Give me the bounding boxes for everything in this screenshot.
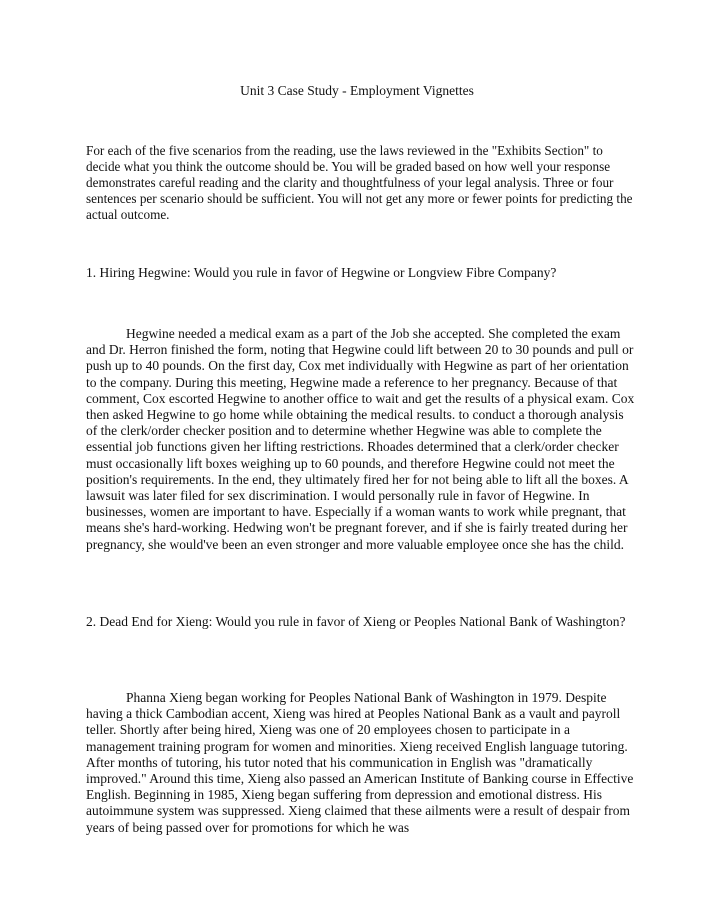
question-2: 2. Dead End for Xieng: Would you rule in favor of Xieng or Peoples National Bank of Washington? [86,614,626,629]
answer-2-paragraph: Phanna Xieng began working for Peoples National Bank of Washington in 1979. Despite having a thick Cambodian accent, Xieng was hired at Peoples National Bank as a vault and payroll teller. Shortly after being hired, Xieng was one of 20 employees chosen to participate in a management training program for women and minorities. Xieng received English language tutoring. After months of tutoring, his tutor noted that his communication in English was "dramatically improved." Around this time, Xieng also passed an American Institute of Banking course in Effective English. Beginning in 1985, Xieng began suffering from depression and emotional distress. His autoimmune system was suppressed. Xieng claimed that these ailments were a result of despair from years of being passed over for promotions for which he was [86,690,634,835]
question-1: 1. Hiring Hegwine: Would you rule in favor of Hegwine or Longview Fibre Company? [86,265,557,280]
answer-1-paragraph: Hegwine needed a medical exam as a part of the Job she accepted. She completed the exam and Dr. Herron finished the form, noting that Hegwine could lift between 20 to 30 pounds and pull or push up to 40 pounds. On the first day, Cox met individually with Hegwine as part of her orientation to the company. During this meeting, Hegwine made a reference to her pregnancy. Because of that comment, Cox escorted Hegwine to another office to wait and get the results of a physical exam. Cox then asked Hegwine to go home while obtaining the medical results. to conduct a thorough analysis of the clerk/order checker position and to determine whether Hegwine was able to complete the essential job functions given her lifting restrictions. Rhoades determined that a clerk/order checker must occasionally lift boxes weighing up to 60 pounds, and therefore Hegwine could not meet the position's requirements. In the end, they ultimately fired her for not being able to lift all the boxes. A lawsuit was later filed for sex discrimination. I would personally rule in favor of Hegwine. In businesses, women are important to have. Especially if a woman wants to work while pregnant, that means she's hard-working. Hedwing won't be pregnant forever, and if she is fairly treated during her pregnancy, she would've been an even stronger and more valuable employee once she has the child. [86,326,635,552]
page-title: Unit 3 Case Study - Employment Vignettes [240,83,474,98]
intro-paragraph: For each of the five scenarios from the reading, use the laws reviewed in the "Exhibits Section" to decide what you think the outcome should be. You will be graded based on how well your response demonstrates careful reading and the clarity and thoughtfulness of your legal analysis. Three or four sentences per scenario should be sufficient. You will not get any more or fewer points for predicting the actual outcome. [86,143,633,222]
